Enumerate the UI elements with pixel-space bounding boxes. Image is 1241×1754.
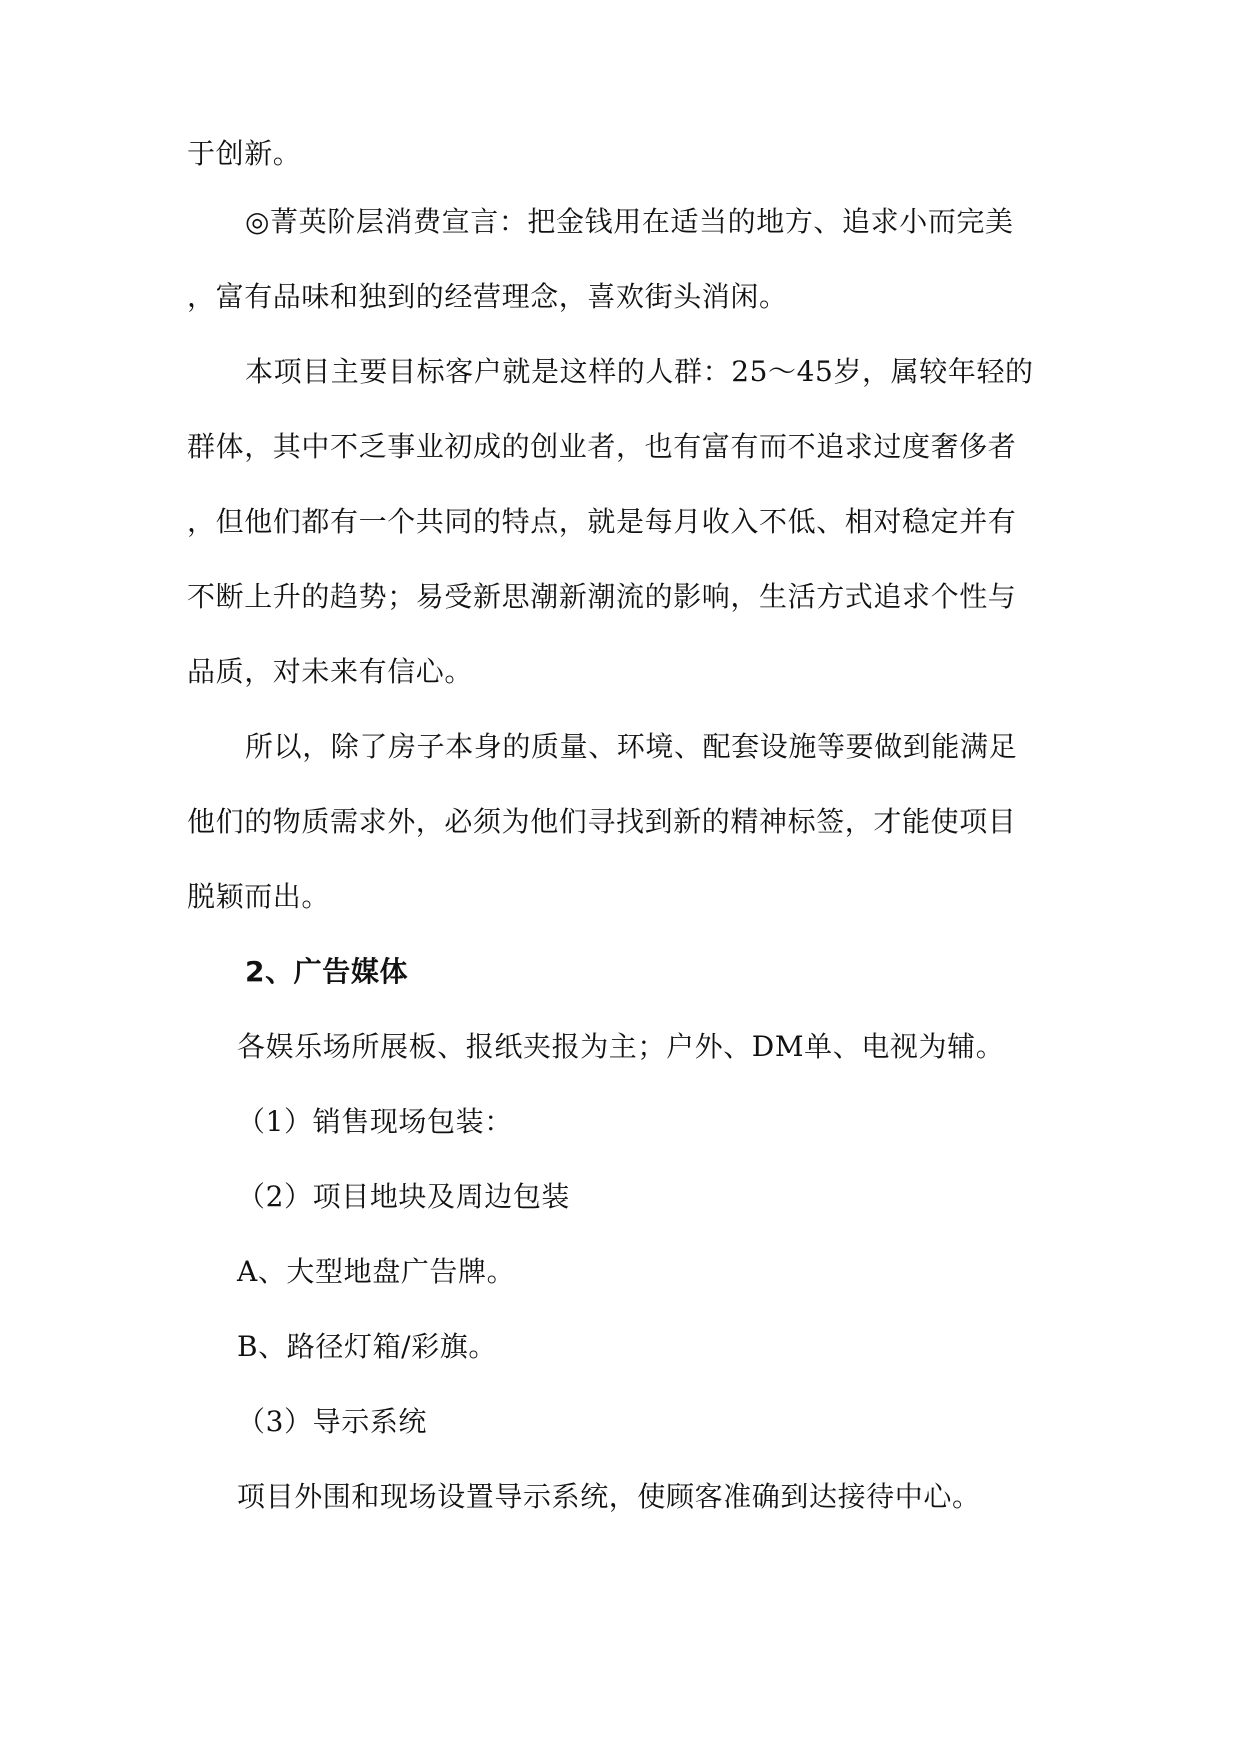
paragraph-line: 不断上升的趋势；易受新思潮新潮流的影响，生活方式追求个性与 (187, 580, 1017, 613)
paragraph-line: 所以，除了房子本身的质量、环境、配套设施等要做到能满足 (245, 730, 1018, 763)
paragraph-line: 品质，对未来有信心。 (187, 655, 474, 688)
paragraph-line: 脱颖而出。 (187, 880, 331, 913)
list-item: B、路径灯箱/彩旗。 (237, 1330, 498, 1363)
paragraph-line: 他们的物质需求外，必须为他们寻找到新的精神标签，才能使项目 (187, 805, 1017, 838)
paragraph-line: ，富有品味和独到的经营理念，喜欢街头消闲。 (187, 280, 788, 313)
paragraph-line: ，但他们都有一个共同的特点，就是每月收入不低、相对稳定并有 (187, 505, 1017, 538)
section-heading: 2、广告媒体 (245, 955, 409, 988)
paragraph-line: 项目外围和现场设置导示系统，使顾客准确到达接待中心。 (237, 1480, 981, 1513)
list-item: （1）销售现场包装： (237, 1105, 513, 1138)
paragraph-line: 本项目主要目标客户就是这样的人群：25～45岁，属较年轻的 (245, 355, 1034, 388)
list-item: A、大型地盘广告牌。 (237, 1255, 516, 1288)
paragraph-line: 于创新。 (187, 137, 302, 170)
list-item: （2）项目地块及周边包装 (237, 1180, 571, 1213)
paragraph-line: ◎菁英阶层消费宣言：把金钱用在适当的地方、追求小而完美 (245, 205, 1014, 238)
list-item: （3）导示系统 (237, 1405, 428, 1438)
paragraph-line: 各娱乐场所展板、报纸夹报为主；户外、DM单、电视为辅。 (237, 1030, 1005, 1063)
paragraph-line: 群体，其中不乏事业初成的创业者，也有富有而不追求过度奢侈者 (187, 430, 1017, 463)
